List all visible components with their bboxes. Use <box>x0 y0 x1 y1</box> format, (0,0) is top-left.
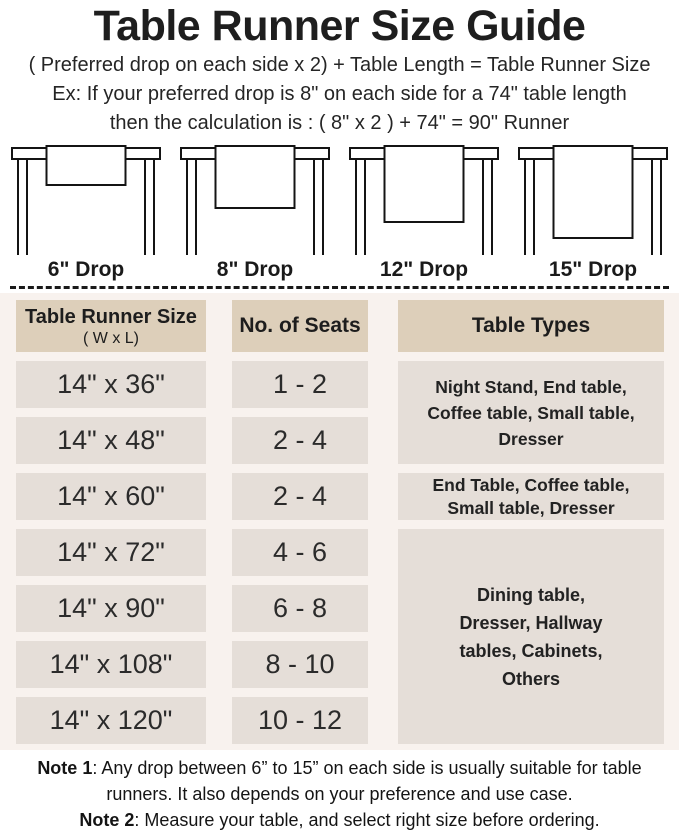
example-line-2: then the calculation is : ( 8" x 2 ) + 74" = 90" Runner <box>109 112 570 134</box>
seats-cell: 6 - 8 <box>232 585 368 632</box>
size-cell: 14" x 36" <box>16 361 206 408</box>
size-cell: 14" x 120" <box>16 697 206 744</box>
size-cell: 14" x 60" <box>16 473 206 520</box>
seats-cell: 8 - 10 <box>232 641 368 688</box>
header-runner-size-title: Table Runner Size <box>25 305 197 328</box>
drop-label-15: 15" Drop <box>548 258 638 281</box>
formula-text: ( Preferred drop on each side x 2) + Table Length = Table Runner Size <box>28 54 651 76</box>
table-with-runner-icon <box>518 145 668 255</box>
column-runner-size <box>16 300 206 744</box>
table-leg-left <box>186 159 197 255</box>
drop-label-6: 6" Drop <box>47 258 125 281</box>
runner-shape <box>384 145 465 223</box>
table-types-cell-large: Dining table, Dresser, Hallway tables, Cabinets, Others <box>398 529 664 744</box>
size-cell: 14" x 108" <box>16 641 206 688</box>
table-leg-right <box>651 159 662 255</box>
size-cell: 14" x 72" <box>16 529 206 576</box>
drop-label-8: 8" Drop <box>216 258 294 281</box>
note-1 <box>12 755 668 807</box>
note-1-label: Note 1 <box>37 758 93 778</box>
header-runner-size <box>16 300 206 352</box>
note-1-text: : Any drop between 6” to 15” on each side is usually suitable for table runners. It also depends on your preference and use case. <box>92 758 642 804</box>
drop-label-12: 12" Drop <box>379 258 469 281</box>
drop-illustrations <box>0 137 679 282</box>
page-title: Table Runner Size Guide <box>93 2 586 50</box>
size-cell: 14" x 90" <box>16 585 206 632</box>
table-leg-right <box>482 159 493 255</box>
seats-cell: 10 - 12 <box>232 697 368 744</box>
figure-8in-drop <box>180 145 330 282</box>
table-leg-right <box>313 159 324 255</box>
seats-cell: 4 - 6 <box>232 529 368 576</box>
note-2-label: Note 2 <box>79 810 135 830</box>
table-leg-left <box>17 159 28 255</box>
dashed-divider <box>10 286 669 289</box>
runner-shape <box>215 145 296 209</box>
seats-cell: 1 - 2 <box>232 361 368 408</box>
figure-12in-drop <box>349 145 499 282</box>
figure-6in-drop <box>11 145 161 282</box>
figure-15in-drop <box>518 145 668 282</box>
table-with-runner-icon <box>11 145 161 255</box>
footnotes <box>12 755 668 833</box>
table-leg-right <box>144 159 155 255</box>
table-leg-left <box>524 159 535 255</box>
table-with-runner-icon <box>349 145 499 255</box>
seats-cell: 2 - 4 <box>232 417 368 464</box>
table-leg-left <box>355 159 366 255</box>
size-cell: 14" x 48" <box>16 417 206 464</box>
size-guide-table <box>0 293 679 750</box>
runner-shape <box>553 145 634 239</box>
header-seats: No. of Seats <box>232 300 368 352</box>
column-table-types <box>398 300 664 744</box>
example-line-1: Ex: If your preferred drop is 8" on each side for a 74" table length <box>52 83 627 105</box>
runner-shape <box>46 145 127 186</box>
note-2-text: : Measure your table, and select right size before ordering. <box>134 810 600 830</box>
table-types-cell-small: Night Stand, End table, Coffee table, Small table, Dresser <box>398 361 664 464</box>
seats-cell: 2 - 4 <box>232 473 368 520</box>
table-with-runner-icon <box>180 145 330 255</box>
note-2 <box>12 807 668 833</box>
column-seats <box>232 300 368 744</box>
header-runner-size-subtitle: ( W x L) <box>83 329 139 347</box>
header-table-types: Table Types <box>398 300 664 352</box>
table-types-cell-medium: End Table, Coffee table, Small table, Dresser <box>398 473 664 520</box>
